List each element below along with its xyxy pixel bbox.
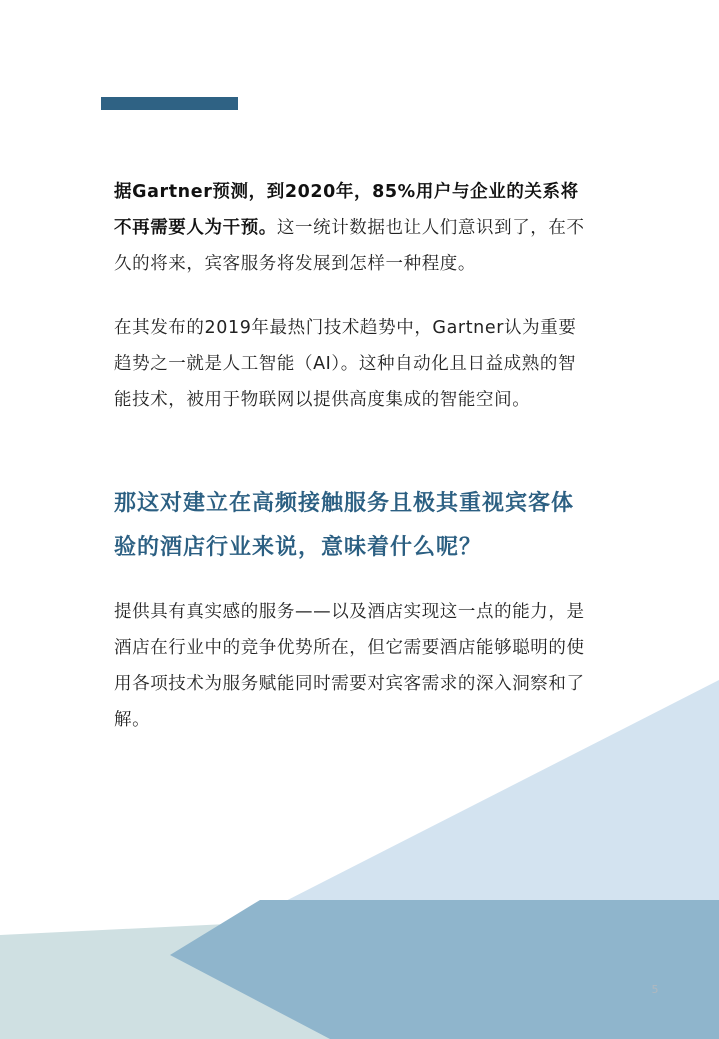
paragraph-gartner-prediction bbox=[114, 174, 594, 282]
section-heading: 那这对建立在高频接触服务且极其重视宾客体验的酒店行业来说，意味着什么呢？ bbox=[114, 491, 575, 560]
paragraph-hotel-service: 提供具有真实感的服务——以及酒店实现这一点的能力，是酒店在行业中的竞争优势所在，但它需要酒店能够聪明的使用各项技术为服务赋能同时需要对宾客需求的深入洞察和了解。 bbox=[114, 602, 585, 730]
bold-lead-text: 据Gartner预测，到2020年，85%用户与企业的关系将不再需要人为干预。 bbox=[114, 182, 579, 238]
paragraph-ai-trend: 在其发布的2019年最热门技术趋势中，Gartner认为重要趋势之一就是人工智能（AI）。这种自动化且日益成熟的智能技术，被用于物联网以提供高度集成的智能空间。 bbox=[114, 318, 577, 410]
paragraph-rest-text: 这一统计数据也让人们意识到了，在不久的将来，宾客服务将发展到怎样一种程度。 bbox=[114, 218, 585, 274]
page-number: 5 bbox=[651, 983, 659, 996]
accent-bar bbox=[101, 97, 238, 110]
